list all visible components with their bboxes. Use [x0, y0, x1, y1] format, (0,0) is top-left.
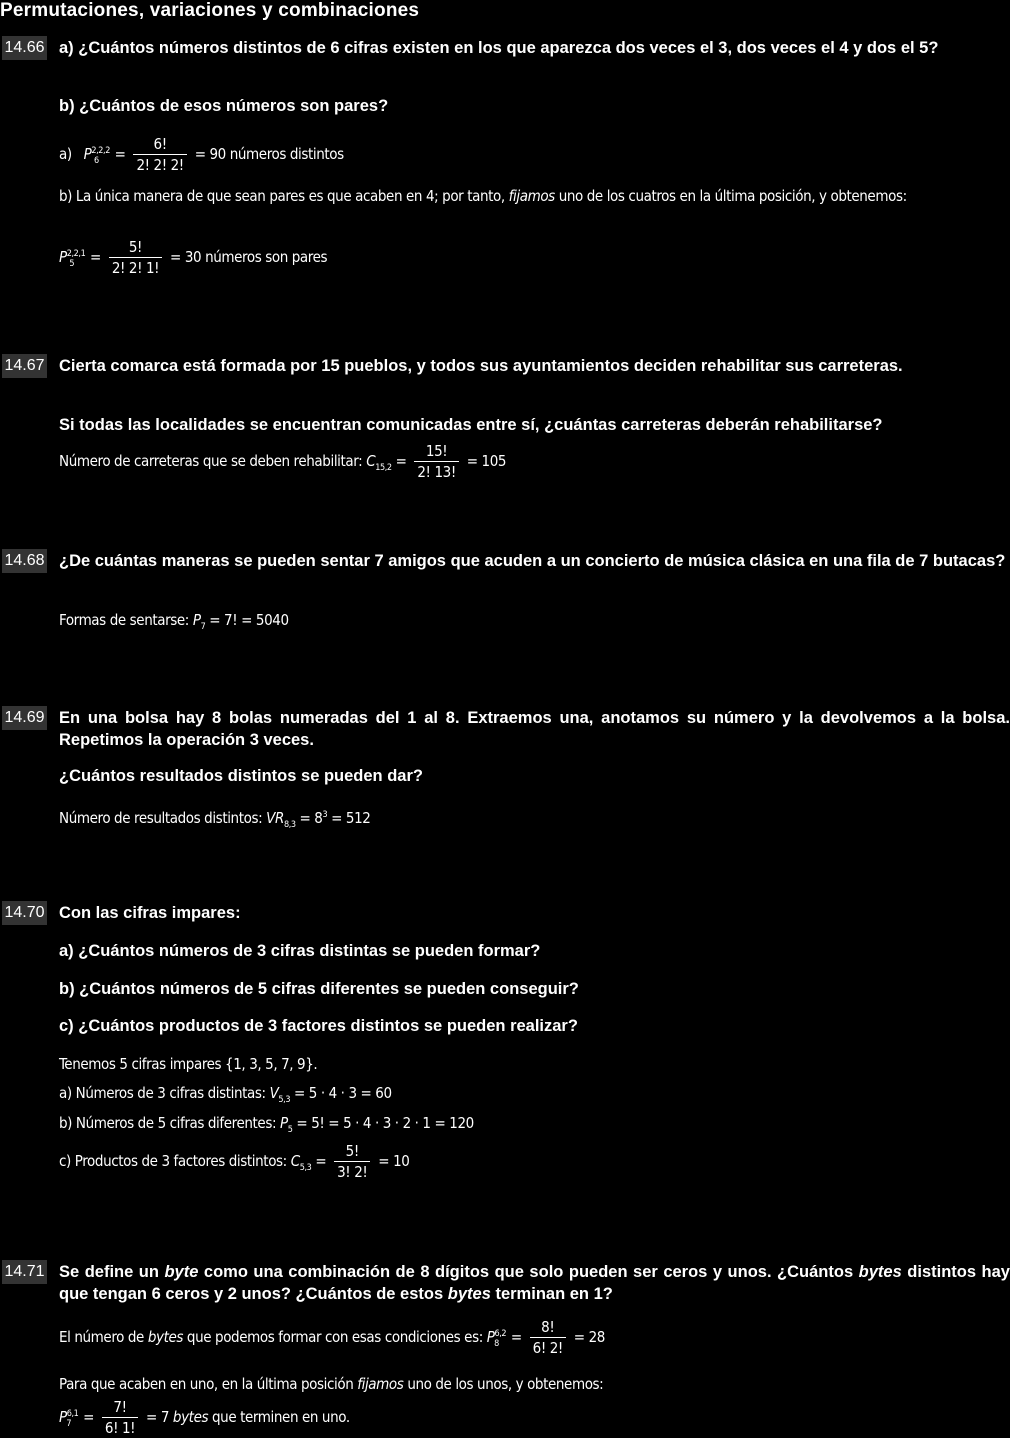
- text-segment: a) Números de 3 cifras distintas:: [59, 1084, 266, 1102]
- text-segment: Se define un: [59, 1263, 159, 1281]
- text-segment: Para que acaben en uno, en la última posición: [59, 1375, 354, 1393]
- text-segment: b) Números de 5 cifras diferentes:: [59, 1114, 277, 1132]
- result: = 90 números distintos: [194, 145, 344, 163]
- result: = 5! = 5 · 4 · 3 · 2 · 1 = 120: [296, 1114, 474, 1132]
- math-symbol: P: [83, 145, 92, 163]
- result: = 5 · 4 · 3 = 60: [293, 1084, 392, 1102]
- italic-word: bytes: [447, 1285, 491, 1303]
- text-segment: uno de los unos, y obtenemos:: [407, 1375, 604, 1393]
- question: [59, 1261, 1010, 1305]
- question-a: a) ¿Cuántos números de 3 cifras distintas se pueden formar?: [59, 942, 541, 960]
- result: = 7! = 5040: [209, 611, 289, 629]
- italic-word: fijamos: [508, 187, 555, 205]
- exercise-number: 14.68: [2, 549, 47, 573]
- math-symbol: C: [366, 452, 376, 470]
- italic-word: fijamos: [357, 1375, 404, 1393]
- text-segment: terminan en 1?: [495, 1285, 613, 1303]
- text-segment: b) La única manera de que sean pares es que acaben en 4; por tanto,: [59, 187, 505, 205]
- text-segment: = 7: [146, 1408, 170, 1426]
- question-b: b) ¿Cuántos números de 5 cifras diferentes se pueden conseguir?: [59, 980, 579, 998]
- numerator: 5!: [334, 1142, 370, 1162]
- subscript: 7: [66, 1419, 72, 1429]
- math-symbol: P: [192, 611, 201, 629]
- question-a: a) ¿Cuántos números distintos de 6 cifras existen en los que aparezca dos veces el 3, dos veces el 4 y dos el 5?: [59, 39, 939, 57]
- result: = 30 números son pares: [170, 248, 328, 266]
- text-segment: como una combinación de 8 dígitos que solo pueden ser ceros y unos. ¿Cuántos: [203, 1263, 854, 1281]
- result: = 10: [378, 1152, 410, 1170]
- question: Con las cifras impares:: [59, 904, 241, 922]
- denominator: 3! 2!: [337, 1163, 368, 1181]
- answer-1: [59, 1318, 1010, 1357]
- answer-b: [59, 1112, 1010, 1141]
- fraction: [109, 238, 162, 277]
- answer: [59, 609, 1010, 638]
- subscript: 8: [494, 1339, 499, 1349]
- superscript: 6,1: [66, 1409, 79, 1419]
- text-segment: = 8: [299, 809, 323, 827]
- fraction: [102, 1398, 138, 1437]
- equals: =: [395, 452, 407, 470]
- answer: [59, 804, 1010, 836]
- math-symbol: P: [59, 1408, 67, 1426]
- answer-b-formula: [59, 238, 1010, 277]
- question-c: c) ¿Cuántos productos de 3 factores distintos se pueden realizar?: [59, 1017, 578, 1035]
- exponent: 3: [322, 810, 328, 820]
- subscript: 6: [93, 156, 99, 166]
- exercise-number: 14.70: [2, 901, 47, 925]
- italic-word: bytes: [172, 1408, 209, 1426]
- equals: =: [114, 145, 126, 163]
- text-segment: que podemos formar con esas condiciones es:: [186, 1328, 483, 1346]
- superscript: 2,2,2: [91, 146, 110, 156]
- italic-word: bytes: [858, 1263, 902, 1281]
- superscript: 2,2,1: [66, 249, 86, 259]
- question: ¿De cuántas maneras se pueden sentar 7 amigos que acuden a un concierto de música clásica en una fila de 7 butacas?: [59, 552, 1006, 570]
- answer-b-text: [59, 185, 1010, 207]
- subscript: 5,3: [299, 1163, 312, 1173]
- result: = 105: [466, 452, 507, 470]
- equals: =: [510, 1328, 522, 1346]
- answer-a: [59, 1082, 1010, 1111]
- question: Si todas las localidades se encuentran comunicadas entre sí, ¿cuántas carreteras deberán rehabilitarse?: [59, 416, 883, 434]
- fraction: [133, 135, 186, 174]
- exercise-number: 14.69: [2, 706, 47, 730]
- numerator: 6!: [133, 135, 186, 155]
- text-segment: Número de carreteras que se deben rehabilitar:: [59, 452, 363, 470]
- result: = 28: [573, 1328, 605, 1346]
- numerator: 15!: [414, 442, 458, 462]
- math-symbol: P: [486, 1328, 495, 1346]
- subscript: 7: [200, 622, 206, 632]
- denominator: 6! 1!: [104, 1419, 136, 1437]
- equals: =: [315, 1152, 327, 1170]
- fraction: [414, 442, 458, 481]
- answer-a: [59, 135, 1010, 174]
- text-segment: c) Productos de 3 factores distintos:: [59, 1152, 287, 1170]
- math-symbol: C: [290, 1152, 300, 1170]
- exercise-number: 14.67: [2, 354, 47, 378]
- text-segment: El número de: [59, 1328, 144, 1346]
- text-segment: Formas de sentarse:: [59, 611, 189, 629]
- numerator: 7!: [102, 1398, 138, 1418]
- question-b: b) ¿Cuántos de esos números son pares?: [59, 97, 389, 115]
- subscript: 5,3: [278, 1095, 291, 1105]
- answer-intro: Tenemos 5 cifras impares {1, 3, 5, 7, 9}.: [59, 1055, 318, 1073]
- exercise-number: 14.71: [2, 1260, 47, 1284]
- exercise-number: 14.66: [2, 36, 47, 60]
- subscript: 8,3: [283, 820, 296, 830]
- superscript: 6,2: [494, 1329, 507, 1339]
- question: En una bolsa hay 8 bolas numeradas del 1 al 8. Extraemos una, anotamos su número y la devolvemos a la bolsa. Repetimos la operación 3 veces.: [59, 709, 1010, 749]
- answer-label: a): [59, 145, 72, 163]
- answer: [59, 442, 1010, 481]
- denominator: 2! 13!: [417, 463, 456, 481]
- question: Cierta comarca está formada por 15 pueblos, y todos sus ayuntamientos deciden rehabilitar sus carreteras.: [59, 357, 903, 375]
- math-symbol: V: [269, 1084, 279, 1102]
- answer-3: [59, 1398, 1010, 1437]
- equals: =: [83, 1408, 94, 1426]
- subscript: 5: [69, 259, 75, 269]
- denominator: 6! 2!: [532, 1339, 563, 1357]
- denominator: 2! 2! 2!: [136, 156, 184, 174]
- numerator: 5!: [109, 238, 162, 258]
- result: = 512: [331, 809, 371, 827]
- math-symbol: P: [280, 1114, 288, 1132]
- numerator: 8!: [530, 1318, 566, 1338]
- fraction: [530, 1318, 566, 1357]
- text-segment: que terminen en uno.: [212, 1408, 350, 1426]
- math-symbol: VR: [266, 809, 284, 827]
- denominator: 2! 2! 1!: [111, 259, 160, 277]
- text-segment: Número de resultados distintos:: [59, 809, 263, 827]
- italic-word: byte: [164, 1263, 199, 1281]
- question: ¿Cuántos resultados distintos se pueden dar?: [59, 767, 423, 785]
- subscript: 15,2: [375, 463, 392, 473]
- fraction: [334, 1142, 370, 1181]
- equals: =: [90, 248, 101, 266]
- answer-2: [59, 1373, 1010, 1395]
- italic-word: bytes: [147, 1328, 184, 1346]
- answer-c: [59, 1142, 1010, 1181]
- text-segment: uno de los cuatros en la última posición, y obtenemos:: [558, 187, 907, 205]
- page-title: Permutaciones, variaciones y combinaciones: [0, 0, 420, 21]
- math-symbol: P: [59, 248, 67, 266]
- text-segment: distintos hay que tengan 6 ceros y 2 unos? ¿Cuántos de estos: [59, 1263, 1010, 1303]
- subscript: 5: [287, 1125, 293, 1135]
